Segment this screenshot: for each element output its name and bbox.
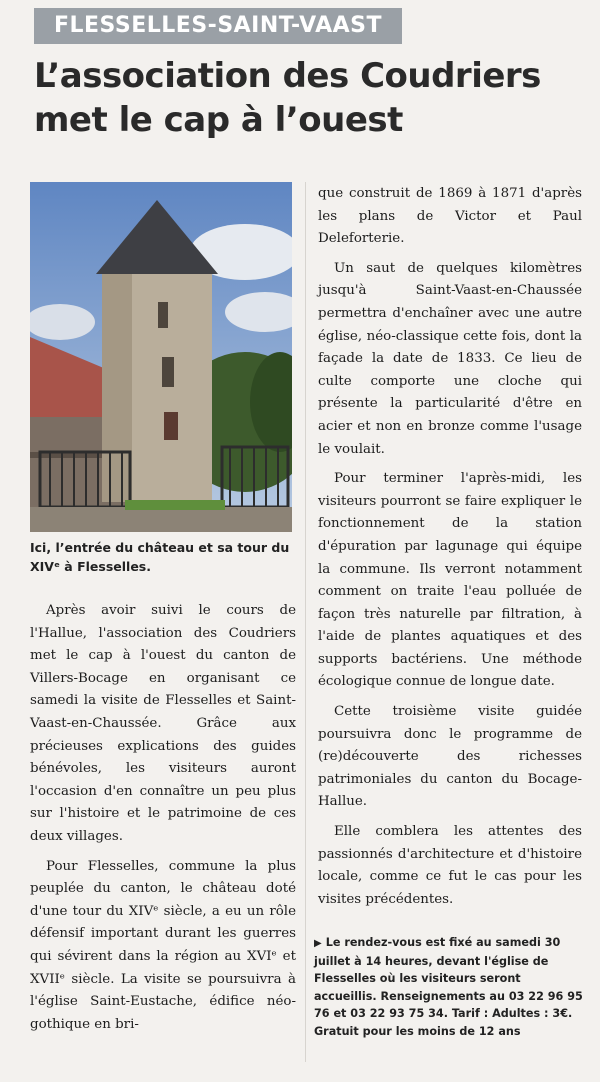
paragraph: Pour terminer l'après-midi, les visiteurs pourront se faire expliquer le fonctionnement de la station d'épuration par lagunage qui équipe la commune. Ils verront notamment comment on traite l'eau polluée de façon très naturelle par filtration, à l'aide de plantes aquatiques et des supports bactériens. Une méthode écologique connue de longue date. <box>318 471 582 690</box>
section-rubric: FLESSELLES-SAINT-VAAST <box>34 8 402 44</box>
paragraph: Elle comblera les attentes des passionnés d'architecture et d'histoire locale, comme ce fut le cas pour les visites précédentes. <box>318 824 582 907</box>
headline <box>34 54 574 142</box>
paragraph: Pour Flesselles, commune la plus peuplée du canton, le château doté d'une tour du XIVᵉ siècle, a eu un rôle défensif important durant les guerres qui sévirent dans la région au XVIᵉ et XVIIᵉ siècle. La visite se poursuivra à l'église Saint-Eustache, édifice néo-gothique en bri- <box>30 858 296 1032</box>
headline-line-1: L’association des Coudriers <box>34 56 541 96</box>
photo-caption <box>30 538 298 576</box>
right-column <box>318 183 582 918</box>
left-column <box>30 600 296 1043</box>
practical-info-text: Le rendez-vous est fixé au samedi 30 juillet à 14 heures, devant l'église de Flesselles où les visiteurs seront accueillis. Renseignements au 03 22 96 95 76 et 03 22 93 75 34. Tarif : Adultes : 3€. Gratuit pour les moins de 12 ans <box>314 936 583 1038</box>
caption-line-1: Ici, l’entrée du château et sa tour du <box>30 540 290 555</box>
chateau-tower-photo <box>30 182 292 532</box>
column-separator <box>305 182 306 1062</box>
paragraph: Cette troisième visite guidée poursuivra donc le programme de (re)découverte des richesses patrimoniales du canton du Bocage-Hallue. <box>318 704 582 810</box>
triangle-arrow-icon: ▶ <box>314 938 322 949</box>
caption-line-2: XIVᵉ à Flesselles. <box>30 559 151 574</box>
practical-info-box <box>314 934 586 1041</box>
paragraph: Un saut de quelques kilomètres jusqu'à Saint-Vaast-en-Chaussée permettra d'enchaîner avec une autre église, néo-classique cette fois, dont la façade la date de 1833. Ce lieu de culte comporte une cloche qui présente la particularité d'être en acier et non en bronze comme l'usage le voulait. <box>318 260 582 457</box>
paragraph: que construit de 1869 à 1871 d'après les plans de Victor et Paul Deleforterie. <box>318 186 582 247</box>
photo-illustration <box>30 182 292 532</box>
headline-line-2: met le cap à l’ouest <box>34 100 403 140</box>
paragraph: Après avoir suivi le cours de l'Hallue, l'association des Coudriers met le cap à l'ouest du canton de Villers-Bocage en organisant ce samedi la visite de Flesselles et Saint-Vaast-en-Chaussée. Grâce aux précieuses explications des guides bénévoles, les visiteurs auront l'occasion d'en connaître un peu plus sur l'histoire et le patrimoine de ces deux villages. <box>30 603 296 844</box>
